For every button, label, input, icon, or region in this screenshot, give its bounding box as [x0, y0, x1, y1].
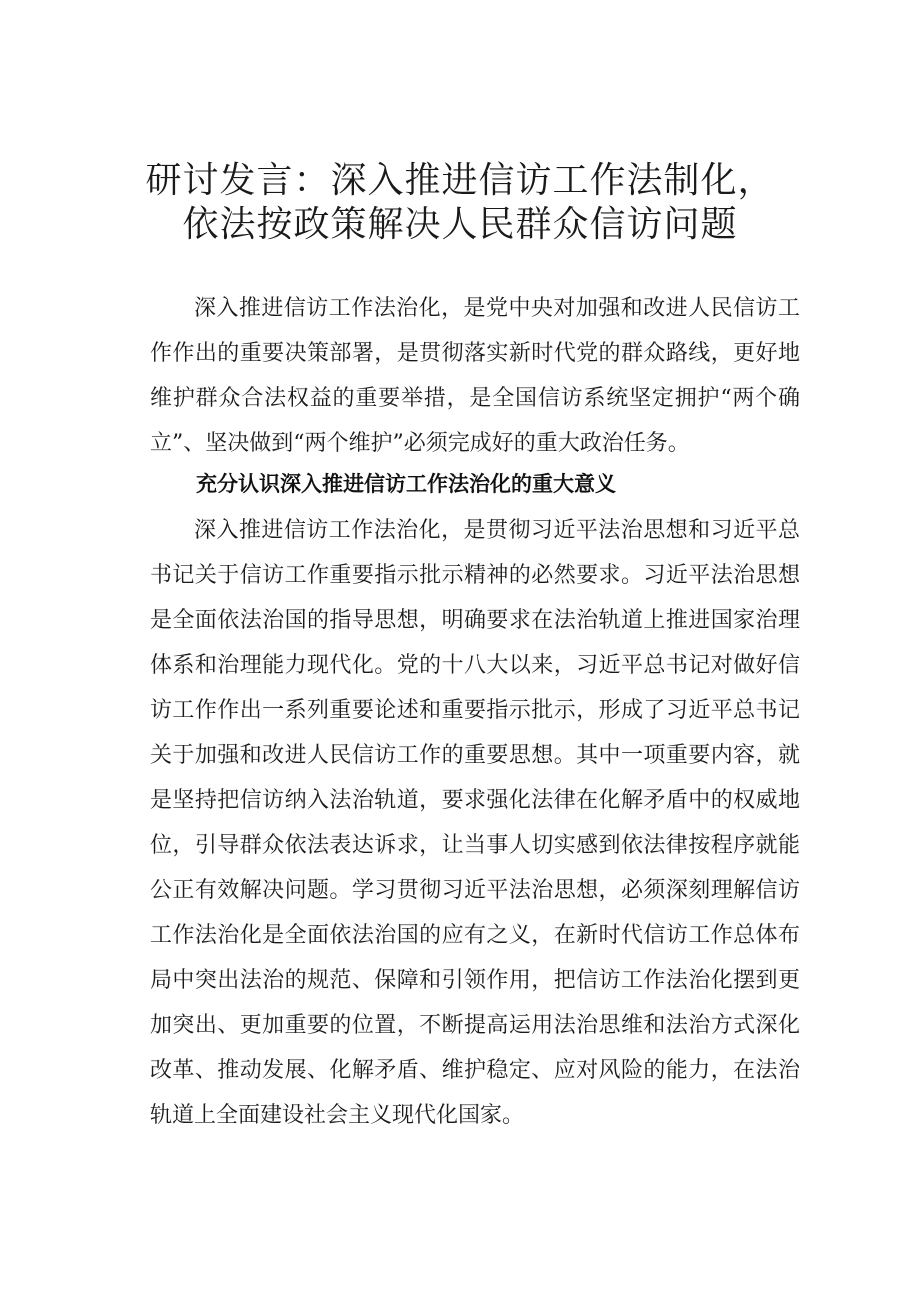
section-heading: 充分认识深入推进信访工作法治化的重大意义 — [196, 472, 616, 496]
document-title-line-1: 研讨发言：深入推进信访工作法制化， — [145, 160, 775, 201]
document-title-line-2: 依法按政策解决人民群众信访问题 — [182, 204, 738, 245]
intro-paragraph: 深入推进信访工作法治化，是党中央对加强和改进人民信访工作作出的重要决策部署，是贯彻落实新时代党的群众路线，更好地维护群众合法权益的重要举措，是全国信访系统坚定拥护“两个确立”、坚决做到“两个维护”必须完成好的重大政治任务。 — [150, 296, 800, 456]
body-paragraph: 深入推进信访工作法治化，是贯彻习近平法治思想和习近平总书记关于信访工作重要指示批示精神的必然要求。习近平法治思想是全面依法治国的指导思想，明确要求在法治轨道上推进国家治理体系和治理能力现代化。党的十八大以来，习近平总书记对做好信访工作作出一系列重要论述和重要指示批示，形成了习近平总书记关于加强和改进人民信访工作的重要思想。其中一项重要内容，就是坚持把信访纳入法治轨道，要求强化法律在化解矛盾中的权威地位，引导群众依法表达诉求，让当事人切实感到依法律按程序就能公正有效解决问题。学习贯彻习近平法治思想，必须深刻理解信访工作法治化是全面依法治国的应有之义，在新时代信访工作总体布局中突出法治的规范、保障和引领作用，把信访工作法治化摆到更加突出、更加重要的位置，不断提高运用法治思维和法治方式深化改革、推动发展、化解矛盾、维护稳定、应对风险的能力，在法治轨道上全面建设社会主义现代化国家。 — [150, 518, 800, 1128]
